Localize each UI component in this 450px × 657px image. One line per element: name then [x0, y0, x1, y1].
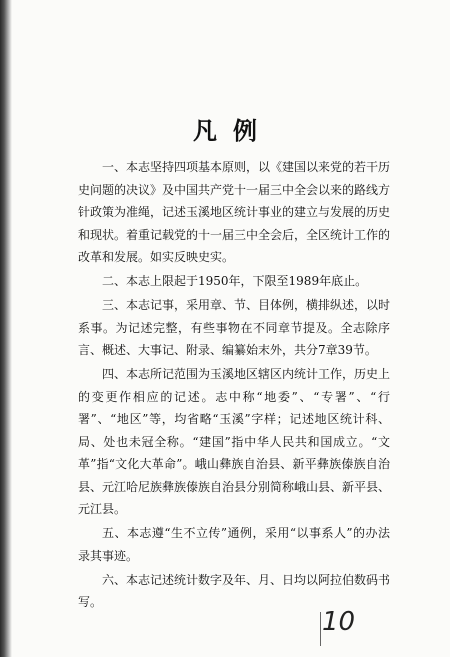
paragraph-5: 五、本志遵“生不立传”通例，采用“以事系人”的办法录其事迹。	[78, 526, 390, 563]
page-number-stroke	[320, 612, 321, 646]
page-title: 凡例	[193, 116, 273, 145]
guidelines-body	[78, 156, 390, 615]
paragraph-1: 一、本志坚持四项基本原则，以《建国以来党的若干历史问题的决议》及中国共产党十一届三中全会以来的路线方针政策为准绳，记述玉溪地区统计事业的建立与发展的历史和现状。着重记载党的十一届三中全会后，全区统计工作的改革和发展。如实反映史实。	[78, 160, 391, 264]
paragraph-3: 三、本志记事，采用章、节、目体例，横排纵述，以时系事。为记述完整，有些事物在不同章节提及。全志除序言、概述、大事记、附录、编纂始末外，共分7章39节。	[78, 298, 391, 357]
scan-shadow-edge	[0, 0, 12, 657]
paragraph-2: 二、本志上限起于1950年，下限至1989年底止。	[102, 274, 368, 288]
paragraph-4: 四、本志所记范围为玉溪地区辖区内统计工作，历史上的变更作相应的记述。志中称“地委”、“专署”、“行署”、“地区”等，均省略“玉溪”字样；记述地区统计科、局、处也未冠全称。“建国”指中华人民共和国成立。“文革”指“文化大革命”。峨山彝族自治县、新平彝族傣族自治县、元江哈尼族彝族傣族自治县分别简称峨山县、新平县、元江县。	[78, 367, 391, 516]
paragraph-6: 六、本志记述统计数字及年、月、日均以阿拉伯数码书写。	[78, 572, 391, 609]
page-number: 10	[322, 607, 356, 637]
